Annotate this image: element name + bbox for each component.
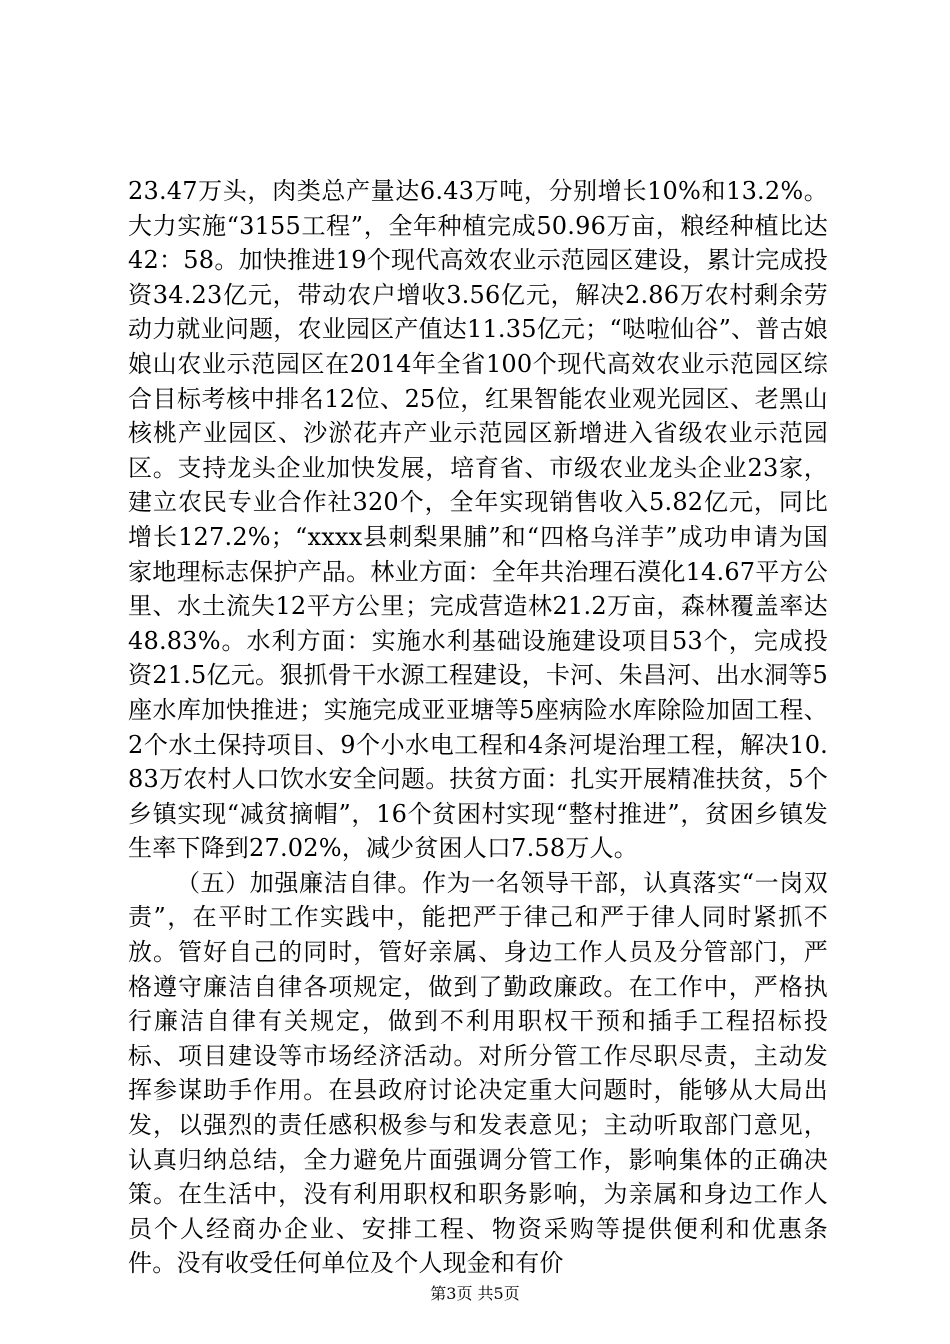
paragraph-integrity: （五）加强廉洁自律。作为一名领导干部，认真落实“一岗双责”，在平时工作实践中，能把严于律己和严于律人同时紧抓不放。管好自己的同时，管好亲属、身边工作人员及分管部门，严格遵守廉洁自律各项规定，做到了勤政廉政。在工作中，严格执行廉洁自律有关规定，做到不利用职权干预和插手工程招标投标、项目建设等市场经济活动。对所分管工作尽职尽责，主动发挥参谋助手作用。在县政府讨论决定重大问题时，能够从大局出发，以强烈的责任感积极参与和发表意见；主动听取部门意见，认真归纳总结，全力避免片面强调分管工作，影响集体的正确决策。在生活中，没有利用职权和职务影响，为亲属和身边工作人员个人经商办企业、安排工程、物资采购等提供便利和优惠条件。没有收受任何单位及个人现金和有价: [128, 868, 828, 1278]
page-footer: [0, 1284, 950, 1304]
paragraph-agriculture: 23.47万头，肉类总产量达6.43万吨，分别增长10%和13.2%。大力实施“3155工程”，全年种植完成50.96万亩，粮经种植比达42：58。加快推进19个现代高效农业示范园区建设，累计完成投资34.23亿元，带动农户增收3.56亿元，解决2.86万农村剩余劳动力就业问题，农业园区产值达11.35亿元；“哒啦仙谷”、普古娘娘山农业示范园区在2014年全省100个现代高效农业示范园区综合目标考核中排名12位、25位，红果智能农业观光园区、老黑山核桃产业园区、沙淤花卉产业示范园区新增进入省级农业示范园区。支持龙头企业加快发展，培育省、市级农业龙头企业23家，建立农民专业合作社320个，全年实现销售收入5.82亿元，同比增长127.2%；“xxxx县刺梨果脯”和“四格乌洋芋”成功申请为国家地理标志保护产品。林业方面：全年共治理石漠化14.67平方公里、水土流失12平方公里；完成营造林21.2万亩，森林覆盖率达48.83%。水利方面：实施水利基础设施建设项目53个，完成投资21.5亿元。狠抓骨干水源工程建设，卡河、朱昌河、出水洞等5座水库加快推进；实施完成亚亚塘等5座病险水库除险加固工程、2个水土保持项目、9个小水电工程和4条河堤治理工程，解决10.83万农村人口饮水安全问题。扶贫方面：扎实开展精准扶贫，5个乡镇实现“减贫摘帽”，16个贫困村实现“整村推进”，贫困乡镇发生率下降到27.02%，减少贫困人口7.58万人。: [128, 177, 828, 863]
document-body: [128, 174, 828, 1281]
page-number: 第3页 共5页: [430, 1284, 520, 1303]
